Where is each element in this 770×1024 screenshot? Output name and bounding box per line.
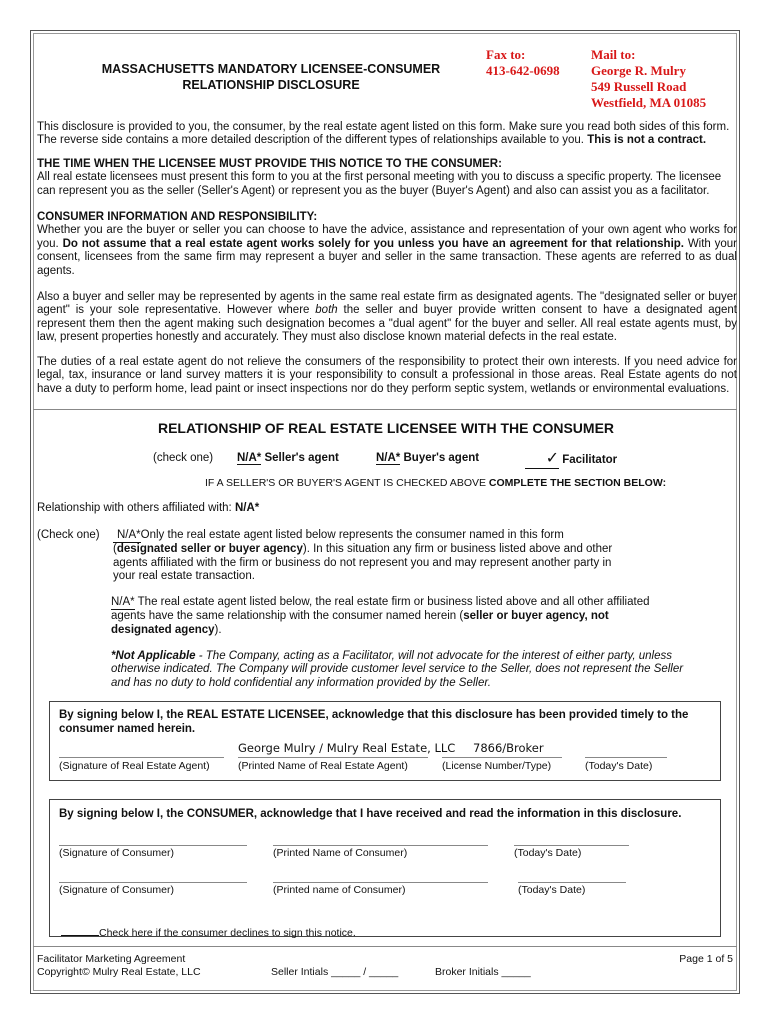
consumer1-signature-line[interactable] bbox=[59, 845, 247, 846]
buyers-agent-option[interactable]: N/A* Buyer's agent bbox=[376, 452, 480, 464]
fax-block: Fax to: 413-642-0698 bbox=[486, 47, 560, 78]
agent-date-caption: (Today's Date) bbox=[585, 760, 653, 772]
consumer1-date-caption: (Today's Date) bbox=[514, 847, 582, 859]
licensee-statement: By signing below I, the REAL ESTATE LICENSEE, acknowledge that this disclosure has been provided timely to the consumer named herein. bbox=[59, 709, 689, 735]
seller-initials: Seller Intials _____ / _____ bbox=[271, 966, 399, 978]
agent-signature-caption: (Signature of Real Estate Agent) bbox=[59, 760, 210, 772]
sellers-agent-option[interactable]: N/A* Seller's agent bbox=[237, 452, 339, 464]
page-number: Page 1 of 5 bbox=[679, 953, 733, 965]
broker-initials: Broker Initials _____ bbox=[435, 966, 531, 978]
consumer2-date-line[interactable] bbox=[518, 882, 626, 883]
agent-signature-line[interactable] bbox=[59, 757, 224, 758]
consumer2-name-caption: (Printed name of Consumer) bbox=[273, 884, 406, 896]
not-applicable-note: *Not Applicable - The Company, acting as a Facilitator, will not advocate for the interest of either party, unless otherwise indicated. The Company will provide customer level service to the Seller, does not represent the Seller and has no duty to hold confidential any information provided by the Seller. bbox=[111, 650, 684, 689]
agent-license-number: 7866/Broker bbox=[473, 741, 544, 755]
consumer2-signature-caption: (Signature of Consumer) bbox=[59, 884, 174, 896]
complete-section-instruction: IF A SELLER'S OR BUYER'S AGENT IS CHECKED ABOVE COMPLETE THE SECTION BELOW: bbox=[205, 477, 667, 489]
consumer-statement: By signing below I, the CONSUMER, acknowledge that I have received and read the information in this disclosure. bbox=[59, 808, 682, 820]
consumer1-name-caption: (Printed Name of Consumer) bbox=[273, 847, 408, 859]
consumer2-date-caption: (Today's Date) bbox=[518, 884, 586, 896]
duties-paragraph: The duties of a real estate agent do not relieve the consumers of the responsibility to protect their own interests. If you need advice for legal, tax, insurance or land survey matters it is your responsibility to consult a professional in those areas. Real Estate agents do not have a duty to perform home, lead paint or insect inspections nor do they perform septic system, wetlands or environmental evaluations. bbox=[37, 356, 737, 395]
option-seller-buyer-agency: N/A* The real estate agent listed below, the real estate firm or business listed above and all other affiliated agents have the same relationship with the consumer named herein (seller or buyer agency, not designated agency). bbox=[111, 596, 650, 636]
time-section: THE TIME WHEN THE LICENSEE MUST PROVIDE THIS NOTICE TO THE CONSUMER: All real estate licensees must present this form to you at the first personal meeting with you to discuss a specific property. The licensee can represent you as the seller (Seller's Agent) or represent you as the buyer (Buyer's Agent) and also can assist you as a facilitator. bbox=[37, 158, 722, 197]
option-designated-checkbox[interactable]: N/A* bbox=[113, 529, 141, 543]
agent-printed-name: George Mulry / Mulry Real Estate, LLC bbox=[238, 741, 456, 755]
agent-date-line[interactable] bbox=[585, 757, 667, 758]
consumer2-signature-line[interactable] bbox=[59, 882, 247, 883]
designated-agents-paragraph: Also a buyer and seller may be represented by agents in the same real estate firm as designated agents. The "designated seller or buyer agent" is your sole representative. However where both the seller and buyer provide written consent to have a designated agent represent them then the agent making such designation becomes a "dual agent" for the buyer and seller. All real estate agents must, by law, present properties honestly and accurately. They must also disclose known material defects in the real estate. bbox=[37, 291, 737, 344]
license-line[interactable] bbox=[442, 757, 562, 758]
form-page bbox=[30, 30, 740, 994]
decline-line: Check here if the consumer declines to sign this notice. bbox=[61, 927, 356, 939]
consumer1-signature-caption: (Signature of Consumer) bbox=[59, 847, 174, 859]
mail-block: Mail to: George R. Mulry 549 Russell Road Westfield, MA 01085 bbox=[591, 47, 707, 110]
license-caption: (License Number/Type) bbox=[442, 760, 552, 772]
relationship-title: RELATIONSHIP OF REAL ESTATE LICENSEE WITH THE CONSUMER bbox=[157, 420, 615, 436]
option-agency-checkbox[interactable]: N/A* bbox=[111, 596, 135, 610]
agent-name-line[interactable] bbox=[238, 757, 428, 758]
consumer2-name-line[interactable] bbox=[273, 882, 488, 883]
footer-left: Facilitator Marketing Agreement Copyright© Mulry Real Estate, LLC bbox=[37, 953, 201, 978]
licensee-signature-box bbox=[49, 701, 721, 781]
consumer-signature-box bbox=[49, 799, 721, 937]
decline-checkbox[interactable] bbox=[61, 935, 99, 936]
others-affiliated-line: Relationship with others affiliated with: N/A* bbox=[37, 502, 260, 514]
agent-name-caption: (Printed Name of Real Estate Agent) bbox=[238, 760, 408, 772]
footer-divider bbox=[33, 946, 737, 947]
check-one-paren: (Check one) bbox=[37, 529, 100, 541]
option-designated-agency: N/A*Only the real estate agent listed below represents the consumer named in this form (designated seller or buyer agency). In this situation any firm or business listed above and other agents affiliated with the firm or business do not represent you and may represent another party in your real estate transaction. bbox=[113, 529, 613, 583]
consumer1-name-line[interactable] bbox=[273, 845, 488, 846]
intro-paragraph: This disclosure is provided to you, the consumer, by the real estate agent listed on this form. Make sure you read both sides of this form. The reverse side contains a more detailed description of the different types of relationships available to you. This is not a contract. bbox=[37, 121, 730, 147]
consumer-section: CONSUMER INFORMATION AND RESPONSIBILITY: Whether you are the buyer or seller you can choose to have the advice, assistance and representation of your own agent who works for you. Do not assume that a real estate agent works solely for you unless you have an agreement for that relationship. With your consent, licensees from the same firm may represent a buyer and seller in the same transaction. These agents are referred to as dual agents. bbox=[37, 211, 737, 277]
consumer1-date-line[interactable] bbox=[514, 845, 629, 846]
facilitator-option[interactable]: ✓ Facilitator bbox=[525, 448, 617, 469]
check-one-label: (check one) bbox=[153, 452, 214, 464]
form-title: MASSACHUSETTS MANDATORY LICENSEE-CONSUMER RELATIONSHIP DISCLOSURE bbox=[101, 62, 441, 92]
check-mark-icon: ✓ bbox=[525, 448, 559, 469]
section-divider bbox=[33, 409, 737, 410]
